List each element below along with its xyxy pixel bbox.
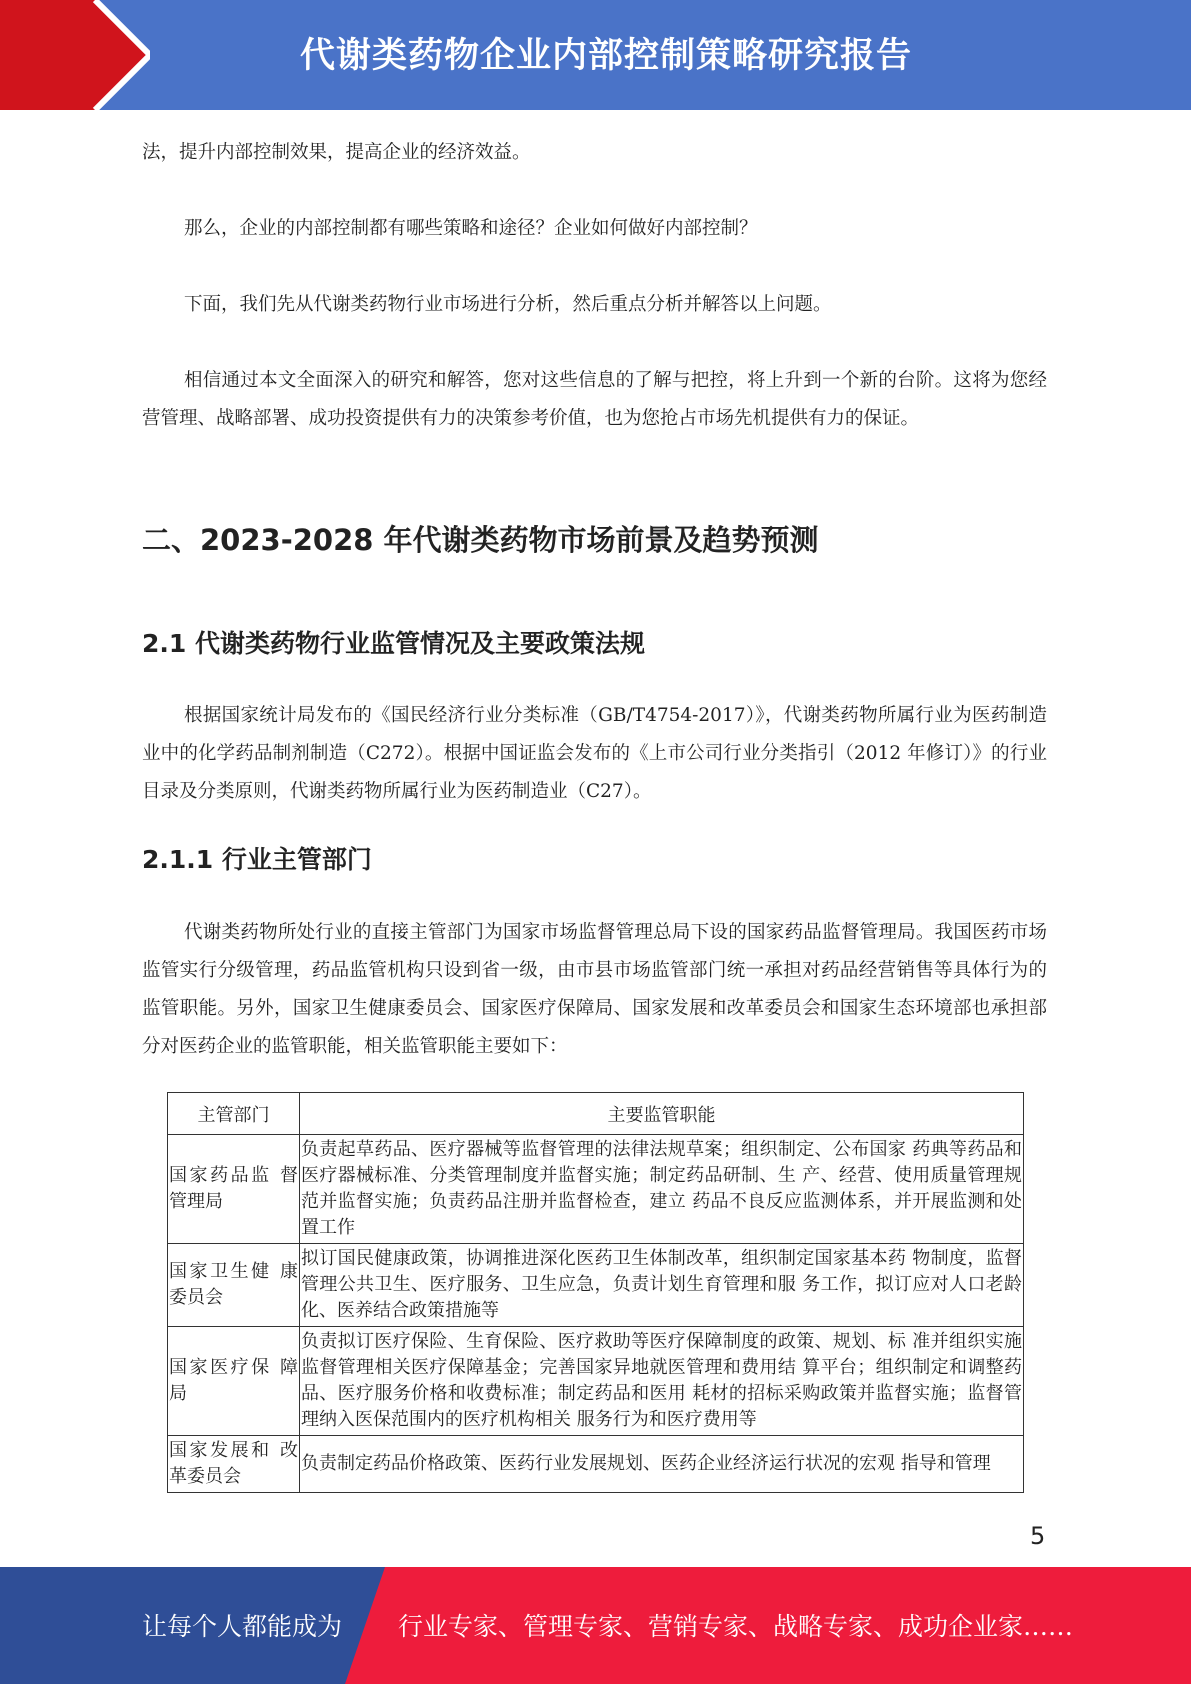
table-cell-dept: 国家卫生健 康委员会	[168, 1244, 300, 1327]
paragraph-2: 那么，企业的内部控制都有哪些策略和途径？企业如何做好内部控制？	[184, 218, 758, 239]
table-row	[168, 1135, 1024, 1244]
table-cell-duty: 拟订国民健康政策，协调推进深化医药卫生体制改革，组织制定国家基本药 物制度，监督管理公共卫生、医疗服务、卫生应急，负责计划生育管理和服 务工作，拟订应对人口老龄化、医养结合政策措施等	[300, 1244, 1024, 1327]
page-header	[0, 0, 1191, 110]
report-title: 代谢类药物企业内部控制策略研究报告	[300, 36, 913, 76]
table-cell-duty: 负责起草药品、医疗器械等监督管理的法律法规草案；组织制定、公布国家 药典等药品和医疗器械标准、分类管理制度并监督实施；制定药品研制、生 产、经营、使用质量管理规范并监督实施；负责药品注册并监督检查，建立 药品不良反应监测体系，并开展监测和处置工作	[300, 1135, 1024, 1244]
table-row	[168, 1436, 1024, 1493]
table-cell-dept: 国家医疗保 障局	[168, 1327, 300, 1436]
table-row	[168, 1327, 1024, 1436]
table-header-duty: 主要监管职能	[300, 1093, 1024, 1135]
table-cell-duty: 负责拟订医疗保险、生育保险、医疗救助等医疗保障制度的政策、规划、标 准并组织实施监督管理相关医疗保障基金；完善国家异地就医管理和费用结 算平台；组织制定和调整药品、医疗服务价格和收费标准；制定药品和医用 耗材的招标采购政策并监督实施；监督管理纳入医保范围内的医疗机构相关 服务行为和医疗费用等	[300, 1327, 1024, 1436]
paragraph-5: 根据国家统计局发布的《国民经济行业分类标准（GB/T4754-2017）》，代谢类药物所属行业为医药制造业中的化学药品制剂制造（C272）。根据中国证监会发布的《上市公司行业分类指引（2012 年修订）》的行业目录及分类原则，代谢类药物所属行业为医药制造业（C27）。	[142, 705, 1047, 802]
table-cell-dept: 国家发展和 改革委员会	[168, 1436, 300, 1493]
table-header-row	[168, 1093, 1024, 1135]
section-heading: 二、2023-2028 年代谢类药物市场前景及趋势预测	[142, 523, 819, 557]
subsection-heading-2-1-1: 2.1.1 行业主管部门	[142, 845, 372, 874]
table-cell-dept: 国家药品监 督管理局	[168, 1135, 300, 1244]
paragraph-4: 相信通过本文全面深入的研究和解答，您对这些信息的了解与把控，将上升到一个新的台阶。这将为您经营管理、战略部署、成功投资提供有力的决策参考价值，也为您抢占市场先机提供有力的保证。	[142, 370, 1047, 429]
table-cell-duty: 负责制定药品价格政策、医药行业发展规划、医药企业经济运行状况的宏观 指导和管理	[300, 1436, 1024, 1493]
table-row	[168, 1244, 1024, 1327]
subsection-heading-2-1: 2.1 代谢类药物行业监管情况及主要政策法规	[142, 629, 645, 658]
paragraph-6: 代谢类药物所处行业的直接主管部门为国家市场监督管理总局下设的国家药品监督管理局。我国医药市场监管实行分级管理，药品监管机构只设到省一级，由市县市场监管部门统一承担对药品经营销售等具体行为的监管职能。另外，国家卫生健康委员会、国家医疗保障局、国家发展和改革委员会和国家生态环境部也承担部分对医药企业的监管职能，相关监管职能主要如下：	[142, 922, 1047, 1057]
page-footer	[0, 1567, 1191, 1684]
regulator-table	[167, 1092, 1024, 1493]
paragraph-1: 法，提升内部控制效果，提高企业的经济效益。	[142, 142, 531, 163]
footer-slogan-right: 行业专家、管理专家、营销专家、战略专家、成功企业家……	[398, 1612, 1074, 1641]
paragraph-3: 下面，我们先从代谢类药物行业市场进行分析，然后重点分析并解答以上问题。	[184, 294, 832, 315]
table-header-dept: 主管部门	[168, 1093, 300, 1135]
footer-slogan-left: 让每个人都能成为	[142, 1612, 343, 1641]
page-number: 5	[1030, 1522, 1046, 1550]
header-red-chevron	[0, 0, 150, 110]
